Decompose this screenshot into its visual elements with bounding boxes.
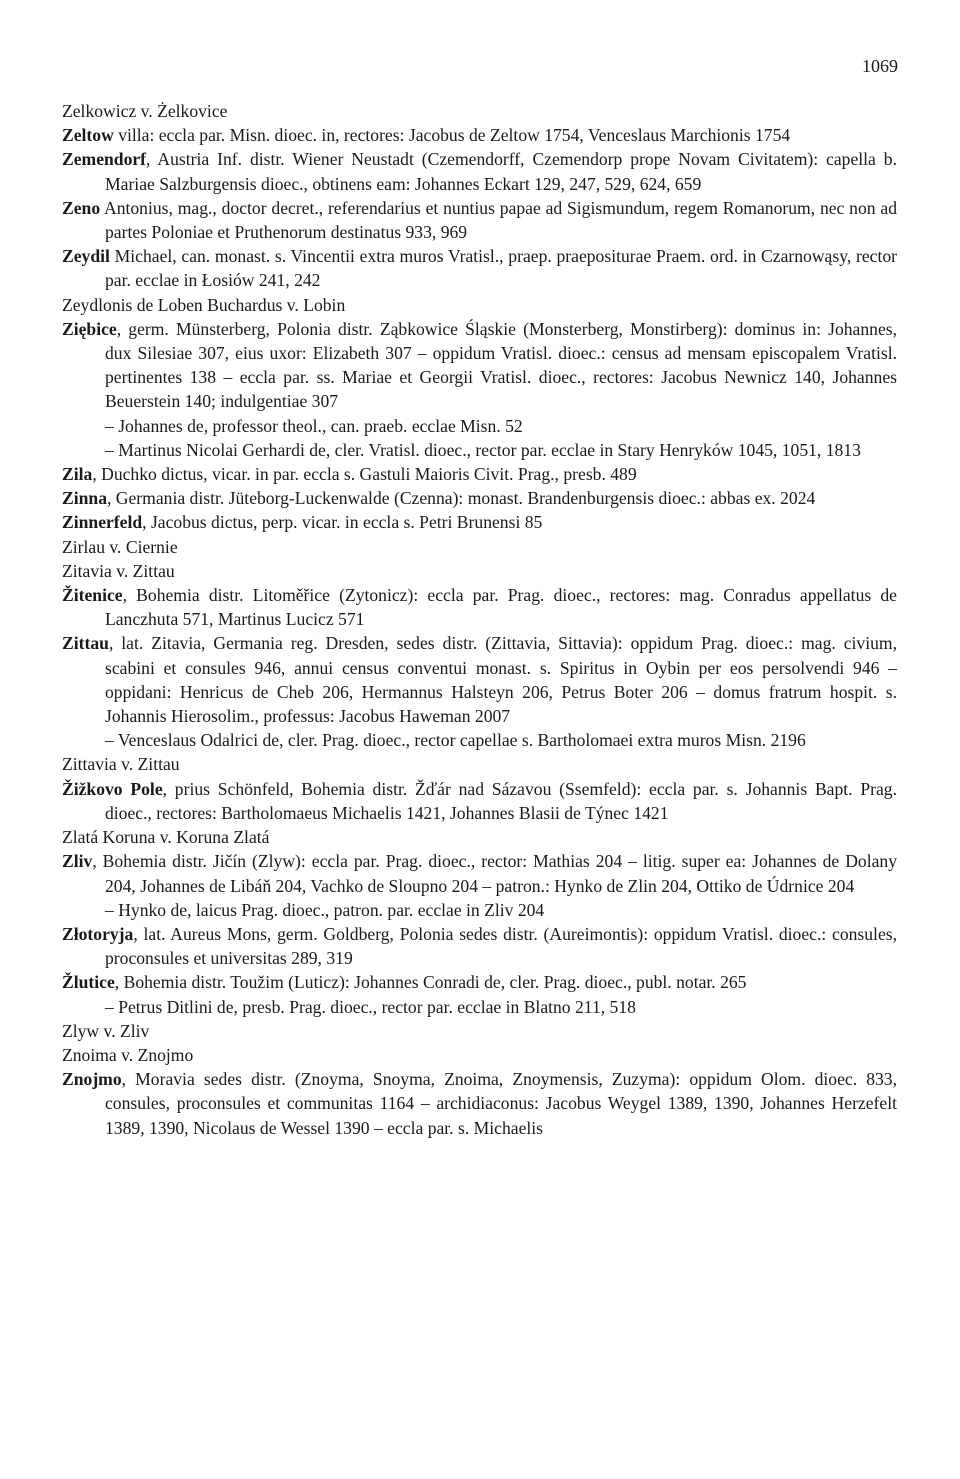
index-entry	[62, 147, 897, 195]
index-entry	[62, 510, 897, 534]
entry-headword: Zinnerfeld	[62, 512, 143, 533]
index-entry	[62, 849, 897, 897]
index-entry	[62, 1019, 897, 1043]
entry-headword: Zeno	[62, 197, 101, 218]
entry-headword: Žitenice	[62, 585, 123, 606]
index-entry	[62, 970, 897, 994]
entry-text: Zlyw v. Zliv	[62, 1020, 150, 1041]
index-entry	[62, 752, 897, 776]
entry-headword: Zliv	[62, 851, 93, 872]
entry-text: , lat. Aureus Mons, germ. Goldberg, Polonia sedes distr. (Aureimontis): oppidum Vratisl. dioec.: consules, proconsules et universitas 289, 319	[105, 923, 897, 969]
entry-text: Antonius, mag., doctor decret., referendarius et nuntius papae ad Sigismundum, regem Romanorum, nec non ad partes Poloniae et Pruthenorum destinatus 933, 969	[100, 197, 897, 243]
entry-text: , prius Schönfeld, Bohemia distr. Žďár nad Sázavou (Ssemfeld): eccla par. s. Johannis Bapt. Prag. dioec., rectores: Bartholomaeus Michaelis 1421, Johannes Blasii de Týnec 1421	[105, 778, 897, 823]
index-entry	[62, 486, 897, 510]
entry-text: Zitavia v. Zittau	[62, 560, 175, 581]
entry-text: , Austria Inf. distr. Wiener Neustadt (Czemendorff, Czemendorp prope Novam Civitatem): capella b. Mariae Salzburgensis dioec., obtinens eam: Johannes Eckart 129, 247, 529, 624, 659	[105, 149, 897, 194]
sub-entry: – Hynko de, laicus Prag. dioec., patron. par. ecclae in Zliv 204	[105, 899, 545, 920]
index-entry	[62, 1043, 897, 1067]
sub-entry: – Petrus Ditlini de, presb. Prag. dioec., rector par. ecclae in Blatno 211, 518	[105, 996, 636, 1017]
index-entry	[62, 583, 897, 631]
entry-text: , Jacobus dictus, perp. vicar. in eccla s. Petri Brunensi 85	[142, 512, 543, 533]
index-entry	[62, 777, 897, 825]
index-entry	[62, 631, 897, 728]
entry-text: , Germania distr. Jüteborg-Luckenwalde (Czenna): monast. Brandenburgensis dioec.: abbas ex. 2024	[107, 488, 816, 509]
sub-entry: – Martinus Nicolai Gerhardi de, cler. Vratisl. dioec., rector par. ecclae in Stary Henryków 1045, 1051, 1813	[105, 439, 861, 460]
index-entry	[62, 99, 897, 123]
entry-text: , Bohemia distr. Litoměřice (Zytonicz): eccla par. Prag. dioec., rectores: mag. Conradus appellatus de Lanczhuta 571, Martinus Lucicz 571	[105, 585, 897, 630]
entry-headword: Złotoryja	[62, 923, 134, 944]
entry-text: Zelkowicz v. Żelkovice	[62, 101, 228, 121]
entry-headword: Žlutice	[62, 972, 115, 993]
entry-headword: Zemendorf	[62, 149, 147, 170]
sub-entry: – Johannes de, professor theol., can. praeb. ecclae Misn. 52	[105, 415, 523, 436]
entry-headword: Zila	[62, 464, 93, 485]
entry-text: Zittavia v. Zittau	[62, 754, 180, 775]
index-entry	[62, 196, 897, 244]
entry-text: , Duchko dictus, vicar. in par. eccla s. Gastuli Maioris Civit. Prag., presb. 489	[92, 464, 637, 485]
entry-text: , germ. Münsterberg, Polonia distr. Ząbkowice Śląskie (Monsterberg, Monstirberg): dominus in: Johannes, dux Silesiae 307, eius uxor: Elizabeth 307 – oppidum Vratisl. dioec.: census ad mensam episcopalem Vratisl. pertinentes 138 – eccla par. ss. Mariae et Georgii Vratisl. dioec., rectores: Jacobus Newnicz 140, Johannes Beuerstein 140; indulgentiae 307	[105, 318, 897, 412]
entry-headword: Žižkovo Pole	[62, 778, 163, 799]
index-entry	[62, 462, 897, 486]
index-entry	[62, 1067, 897, 1140]
page-number: 1069	[862, 56, 898, 76]
entry-headword: Zeltow	[62, 125, 114, 146]
entry-headword: Zinna	[62, 488, 107, 509]
sub-entry: – Venceslaus Odalrici de, cler. Prag. dioec., rector capellae s. Bartholomaei extra muros Misn. 2196	[105, 730, 806, 751]
index-entry	[62, 244, 897, 292]
index-entry	[62, 293, 897, 317]
index-entry	[62, 535, 897, 559]
entry-text: Zlatá Koruna v. Koruna Zlatá	[62, 827, 270, 848]
index-entry	[62, 123, 897, 147]
entry-text: Michael, can. monast. s. Vincentii extra muros Vratisl., praep. praeposituraе Praem. ord. in Czarnowąsy, rector par. ecclae in Łosiów 241, 242	[105, 246, 897, 291]
entry-text: , Bohemia distr. Toužim (Luticz): Johannes Conradi de, cler. Prag. dioec., publ. notar. 265	[114, 972, 747, 993]
entry-text: , Moravia sedes distr. (Znoyma, Snoyma, Znoima, Znoymensis, Zuzyma): oppidum Olom. dioec. 833, consules, proconsules et communitas 1164 – archidiaconus: Jacobus Weygel 1389, 1390, Johannes Herzefelt 1389, 1390, Nicolaus de Wessel 1390 – eccla par. s. Michaelis	[105, 1069, 897, 1138]
entry-text: , lat. Zitavia, Germania reg. Dresden, sedes distr. (Zittavia, Sittavia): oppidum Prag. dioec.: mag. civium, scabini et consules 946, annui census conventui monast. s. Spiritus in Oybin per eos persolvendi 946 – oppidani: Henricus de Cheb 206, Hermannus Halsteyn 206, Petrus Boter 206 – domus fratrum hospit. s. Johannis Hierosolim., professus: Jacobus Haweman 2007	[105, 633, 897, 727]
entry-text: Znoima v. Znojmo	[62, 1044, 194, 1065]
entry-text: Zeydlonis de Loben Buchardus v. Lobin	[62, 294, 346, 315]
index-entries	[62, 99, 897, 1140]
entry-headword: Zeydil	[62, 246, 110, 267]
index-entry	[62, 317, 897, 414]
entry-headword: Zittau	[62, 633, 109, 654]
entry-headword: Ziębice	[62, 318, 117, 339]
index-entry	[62, 825, 897, 849]
entry-text: villa: eccla par. Misn. dioec. in, rectores: Jacobus de Zeltow 1754, Venceslaus Marchionis 1754	[113, 125, 791, 146]
index-entry	[62, 559, 897, 583]
entry-headword: Znojmo	[62, 1069, 122, 1090]
entry-text: Zirlau v. Ciernie	[62, 536, 178, 557]
index-entry	[62, 922, 897, 970]
entry-text: , Bohemia distr. Jičín (Zlyw): eccla par. Prag. dioec., rector: Mathias 204 – litig. super ea: Johannes de Dolany 204, Johannes de Libáň 204, Vachko de Sloupno 204 – patron.: Hynko de Zlin 204, Ottiko de Údrnice 204	[92, 851, 897, 896]
